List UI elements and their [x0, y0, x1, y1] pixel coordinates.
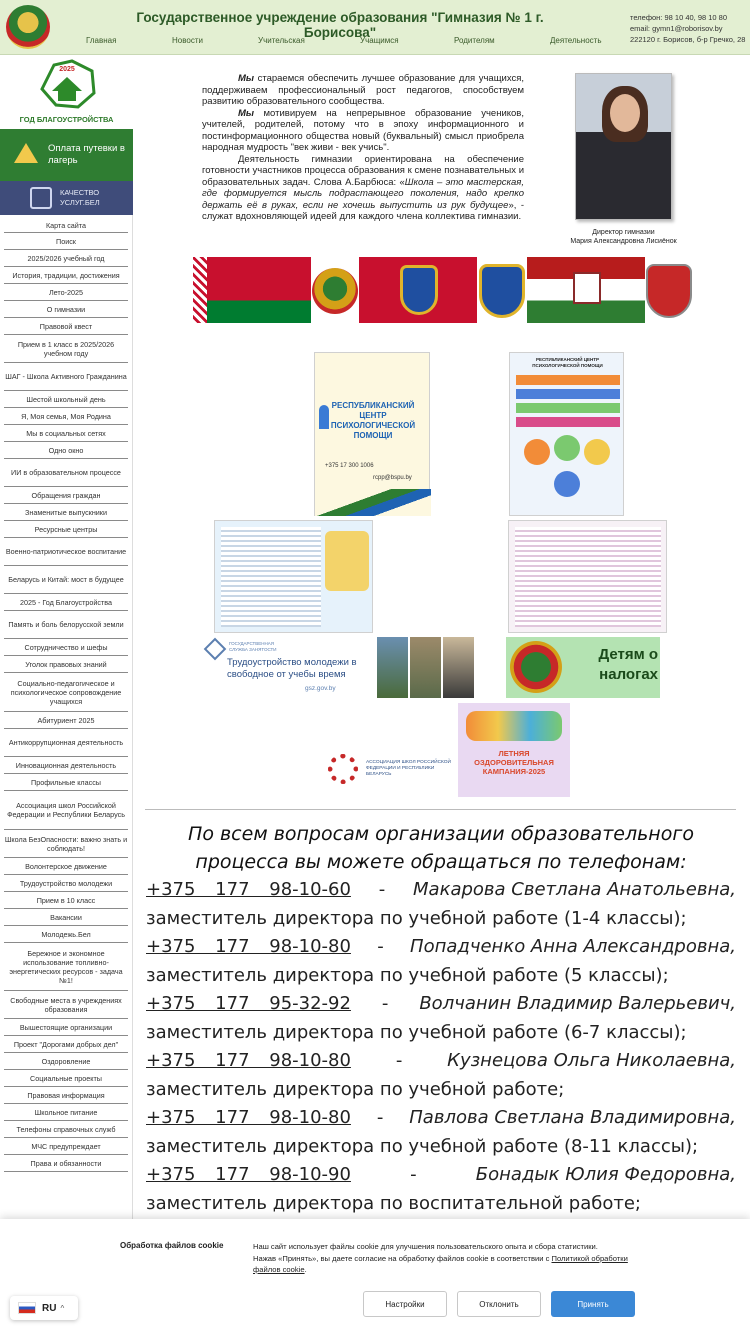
sidebar-menu-item[interactable]: Проект "Дорогами добрых дел": [4, 1036, 128, 1053]
intro-lead-1: Мы: [238, 73, 255, 84]
sidebar-menu-item[interactable]: Вакансии: [4, 909, 128, 926]
intro-text-1: стараемся обеспечить лучшее образование для учащихся, поддерживаем профессиональный рост педагогов, способствуем развитию образовательного сообщества.: [202, 73, 524, 107]
employment-title: Трудоустройство молодежи в свободное от учебы время: [227, 657, 357, 680]
sidebar-menu-item[interactable]: Шестой школьный день: [4, 391, 128, 408]
director-role: Директор гимназии: [592, 229, 655, 236]
emblem-icon: [6, 5, 50, 49]
intro-text-2: мотивируем на непрерывное образование учеников, учителей, родителей, потому что в эпоху информационного и постинформационного общества новый (буквальный) смысл приобрела народная мудрость "век живи - век учись".: [202, 107, 524, 153]
contacts-heading: По всем вопросам организации образовательного процесса вы можете обращаться по телефонам:: [188, 823, 694, 873]
sidebar-menu-item[interactable]: Оздоровление: [4, 1053, 128, 1070]
director-photo: [575, 73, 672, 220]
sidebar-menu-item[interactable]: Вышестоящие организации: [4, 1019, 128, 1036]
poster-table-lines: [515, 527, 661, 627]
contact-row: [146, 1161, 736, 1218]
schools-association-banner[interactable]: [326, 752, 456, 788]
header-address: 222120 г. Борисов, б-р Гречко, 28: [630, 35, 746, 44]
contact-separator: -: [378, 879, 386, 900]
cookie-text-end: .: [304, 1265, 307, 1274]
sidebar-menu-item[interactable]: Уголок правовых знаний: [4, 656, 128, 673]
contact-line: [146, 933, 736, 962]
cookie-text-1: Наш сайт использует файлы cookie для улучшения пользовательского опыта и сбора статистики.: [253, 1242, 598, 1251]
contacts-section: [146, 820, 736, 1218]
contact-line: [146, 990, 736, 1019]
contact-row: [146, 1047, 736, 1104]
chevron-up-icon: ^: [60, 1303, 65, 1313]
intro-paragraph-3: [202, 154, 524, 223]
summer-campaign-banner[interactable]: [458, 703, 570, 797]
sidebar-menu-item[interactable]: Профильные классы: [4, 774, 128, 791]
photo-tile: [443, 637, 474, 698]
year-logo[interactable]: [0, 55, 133, 129]
psych-help-phone: +375 17 300 1006: [325, 463, 374, 469]
sidebar-menu-item[interactable]: Сотрудничество и шефы: [4, 639, 128, 656]
sidebar-menu-item[interactable]: Военно-патриотическое воспитание: [4, 538, 128, 566]
camp-payment-banner[interactable]: [0, 129, 133, 181]
sidebar-menu-item[interactable]: Я, Моя семья, Моя Родина: [4, 408, 128, 425]
sidebar-menu-item[interactable]: Социальные проекты: [4, 1070, 128, 1087]
contact-phone-link[interactable]: +375 177 98-10-60: [146, 879, 351, 900]
year-of-improvement-logo-icon: [34, 59, 100, 111]
contact-name: Кузнецова Ольга Николаевна,: [447, 1050, 736, 1071]
nav-news[interactable]: Новости: [172, 36, 203, 45]
contact-line: [146, 1161, 736, 1190]
intro-text-3b: », - служат вдохновляющей идеей для каждого члена коллектива гимназии.: [202, 199, 525, 222]
poster-table-lines: [221, 527, 321, 627]
service-quality-label: КАЧЕСТВО УСЛУГ.БЕЛ: [60, 188, 100, 207]
sidebar-menu-item[interactable]: Инновационная деятельность: [4, 757, 128, 774]
contact-role: заместитель директора по воспитательной работе;: [146, 1192, 641, 1214]
sidebar-menu-item[interactable]: Волонтерское движение: [4, 858, 128, 875]
sidebar-menu-item[interactable]: Социально-педагогическое и психологическое сопровождение учащихся: [4, 673, 128, 712]
contacts-list: [146, 876, 736, 1218]
sidebar-menu-item[interactable]: Прием в 1 класс в 2025/2026 учебном году: [4, 335, 128, 363]
tax-badge-icon: [510, 641, 562, 693]
sidebar: [0, 55, 133, 1333]
language-switcher[interactable]: [10, 1296, 78, 1320]
intro-text: [202, 73, 524, 223]
summer-kids-illustration: [466, 711, 562, 741]
building-check-icon: [30, 187, 52, 209]
psych-help-email: rcpp@bspu.by: [373, 475, 412, 481]
cookie-title: Обработка файлов cookie: [120, 1241, 224, 1250]
sidebar-menu-item[interactable]: 2025/2026 учебный год: [4, 250, 128, 267]
belarus-flag: [193, 257, 311, 323]
minsk-coat-of-arms-icon: [479, 264, 525, 318]
info-bar: [516, 375, 620, 385]
contact-row: [146, 933, 736, 990]
language-code: RU: [42, 1302, 57, 1314]
nav-students[interactable]: Учащимся: [360, 36, 399, 45]
borisov-coat-of-arms-icon: [646, 264, 692, 318]
association-text: АССОЦИАЦИЯ ШКОЛ РОССИЙСКОЙ ФЕДЕРАЦИИ И РЕСПУБЛИКИ БЕЛАРУСЬ: [366, 760, 451, 777]
sidebar-menu-item[interactable]: Прием в 10 класс: [4, 892, 128, 909]
psych-help-poster[interactable]: [314, 352, 430, 516]
poster-swoosh: [315, 489, 431, 516]
sidebar-menu-item[interactable]: ШАГ - Школа Активного Гражданина: [4, 363, 128, 391]
contact-phone-link[interactable]: +375 177 98-10-80: [146, 936, 351, 957]
sidebar-menu-item[interactable]: Правовая информация: [4, 1087, 128, 1104]
director-name: Мария Александровна Лисиёнок: [570, 238, 677, 245]
cookie-text: [253, 1241, 633, 1276]
intro-paragraph-1: [202, 73, 524, 108]
sidebar-menu-item[interactable]: Ресурсные центры: [4, 521, 128, 538]
youth-employment-banner[interactable]: [205, 637, 377, 697]
sidebar-menu-item[interactable]: О гимназии: [4, 301, 128, 318]
employment-service-icon: [204, 638, 227, 661]
schedule-poster-1[interactable]: [214, 520, 373, 633]
contact-phone-link[interactable]: +375 177 95-32-92: [146, 993, 351, 1014]
sidebar-menu-item[interactable]: Антикоррупционная деятельность: [4, 729, 128, 757]
taxes-title: Детям о налогах: [598, 646, 658, 683]
contact-separator: -: [410, 1164, 417, 1185]
header-email[interactable]: email: gymn1@roborisov.by: [630, 24, 723, 33]
service-quality-banner[interactable]: [0, 181, 133, 215]
contact-name: Бонадык Юлия Федоровна,: [475, 1164, 736, 1185]
site-header: [0, 0, 750, 55]
psych-help-title: РЕСПУБЛИКАНСКИЙ ЦЕНТР ПСИХОЛОГИЧЕСКОЙ ПОМОЩИ: [330, 401, 416, 440]
intro-text-3a: Деятельность гимназии ориентирована на обеспечение готовности участников процесса образования к смене познавательных и образовательных задач. Слова А.Барбюса: «: [202, 153, 524, 188]
content-divider: [145, 809, 736, 810]
contact-phone-link[interactable]: +375 177 98-10-90: [146, 1164, 351, 1185]
russia-flag-icon: [18, 1302, 36, 1314]
nav-home[interactable]: Главная: [86, 36, 117, 45]
psych-help-info-title: РЕСПУБЛИКАНСКИЙ ЦЕНТР ПСИХОЛОГИЧЕСКОЙ ПОМОЩИ: [532, 357, 603, 368]
site-title: Государственное учреждение образования "Гимназия № 1 г. Борисова": [136, 10, 544, 40]
contact-role: заместитель директора по учебной работе;: [146, 1078, 565, 1100]
info-circle: [554, 435, 580, 461]
sidebar-menu-item[interactable]: ИИ в образовательном процессе: [4, 459, 128, 487]
tent-icon: [14, 143, 38, 163]
contact-row: [146, 1104, 736, 1161]
contact-role: заместитель директора по учебной работе (8-11 классы);: [146, 1135, 699, 1157]
psych-help-info-poster[interactable]: [509, 352, 624, 516]
contact-name: Павлова Светлана Владимировна,: [409, 1107, 736, 1128]
contact-separator: -: [381, 993, 389, 1014]
year-logo-caption: ГОД БЛАГОУСТРОЙСТВА: [19, 115, 114, 124]
sidebar-menu-item[interactable]: Правовой квест: [4, 318, 128, 335]
cookie-policy-link[interactable]: Политикой обработки файлов cookie: [253, 1253, 628, 1274]
sidebar-menu-item[interactable]: Знаменитые выпускники: [4, 504, 128, 521]
summer-campaign-title: ЛЕТНЯЯ ОЗДОРОВИТЕЛЬНАЯ КАМПАНИЯ-2025: [474, 749, 554, 776]
contact-row: [146, 990, 736, 1047]
info-circle: [554, 471, 580, 497]
employment-org: ГОСУДАРСТВЕННАЯ СЛУЖБА ЗАНЯТОСТИ: [229, 641, 277, 652]
sidebar-menu-item[interactable]: Школа БезОпасности: важно знать и соблюдать!: [4, 830, 128, 858]
contact-phone-link[interactable]: +375 177 98-10-80: [146, 1107, 351, 1128]
header-contacts: [630, 12, 750, 45]
contact-name: Попадченко Анна Александровна,: [410, 936, 736, 957]
sidebar-menu-item[interactable]: Свободные места в учреждениях образования: [4, 991, 128, 1019]
cookie-accept-button[interactable]: Принять: [551, 1291, 635, 1317]
info-bar: [516, 417, 620, 427]
sidebar-menu-item[interactable]: Абитуриент 2025: [4, 712, 128, 729]
sidebar-menu-item[interactable]: Память и боль белорусской земли: [4, 611, 128, 639]
contact-line: [146, 1104, 736, 1133]
sidebar-menu-item[interactable]: Карта сайта: [4, 218, 128, 233]
association-logo-icon: [328, 754, 358, 784]
sidebar-menu-item[interactable]: Бережное и экономное использование топливно-энергетических ресурсов - задача №1!: [4, 943, 128, 991]
contact-role: заместитель директора по учебной работе (6-7 классы);: [146, 1021, 687, 1043]
sidebar-menu: [4, 218, 128, 1172]
employment-url: gsz.gov.by: [305, 685, 336, 692]
info-bar: [516, 403, 620, 413]
contact-role: заместитель директора по учебной работе (1-4 классы);: [146, 907, 687, 929]
nav-teachers[interactable]: Учительская: [258, 36, 305, 45]
contact-phone-link[interactable]: +375 177 98-10-80: [146, 1050, 351, 1071]
sidebar-menu-item[interactable]: Беларусь и Китай: мост в будущее: [4, 566, 128, 594]
cookie-banner: [0, 1219, 750, 1333]
sidebar-menu-item[interactable]: Школьное питание: [4, 1104, 128, 1121]
sidebar-menu-item[interactable]: Поиск: [4, 233, 128, 250]
info-bar: [516, 389, 620, 399]
cookie-text-2: Нажав «Принять», вы даете согласие на обработку файлов cookie в соответствии с: [253, 1253, 552, 1263]
top-nav: [60, 36, 620, 50]
svg-text:2025: 2025: [59, 66, 75, 73]
contact-name: Макарова Светлана Анатольевна,: [413, 879, 736, 900]
borisov-flag-emblem-icon: [573, 272, 601, 304]
contact-separator: -: [395, 1050, 403, 1071]
contact-separator: -: [377, 936, 384, 957]
contact-role: заместитель директора по учебной работе (5 классы);: [146, 964, 669, 986]
contact-row: [146, 876, 736, 933]
schedule-poster-2[interactable]: [508, 520, 667, 633]
kids-illustration: [325, 531, 369, 591]
sidebar-menu-item[interactable]: Трудоустройство молодежи: [4, 875, 128, 892]
camp-payment-label: Оплата путевки в лагерь: [48, 143, 125, 166]
director-face: [610, 94, 640, 132]
taxes-for-kids-banner[interactable]: [506, 637, 660, 698]
sidebar-menu-item[interactable]: Мы в социальных сетях: [4, 425, 128, 442]
sidebar-menu-item[interactable]: Молодежь.Бел: [4, 926, 128, 943]
photo-tile: [377, 637, 408, 698]
sidebar-menu-item[interactable]: Одно окно: [4, 442, 128, 459]
sidebar-menu-item[interactable]: Лето-2025: [4, 284, 128, 301]
cookie-settings-button[interactable]: Настройки: [363, 1291, 447, 1317]
sidebar-menu-item[interactable]: Ассоциация школ Российской Федерации и Республики Беларусь: [4, 791, 128, 830]
info-circle: [524, 439, 550, 465]
header-phone: телефон: 98 10 40, 98 10 80: [630, 13, 728, 22]
sidebar-menu-item[interactable]: 2025 - Год Благоустройства: [4, 594, 128, 611]
sidebar-menu-item[interactable]: Права и обязанности: [4, 1155, 128, 1172]
intro-paragraph-2: [202, 108, 524, 154]
sidebar-menu-item[interactable]: МЧС предупреждает: [4, 1138, 128, 1155]
director-caption: [556, 228, 691, 246]
sidebar-menu-item[interactable]: История, традиции, достижения: [4, 267, 128, 284]
nav-parents[interactable]: Родителям: [454, 36, 495, 45]
nav-activities[interactable]: Деятельность: [550, 36, 602, 45]
employment-photos[interactable]: [377, 637, 475, 698]
belarus-coat-of-arms-icon: [312, 268, 358, 314]
info-circle: [584, 439, 610, 465]
sidebar-menu-item[interactable]: Телефоны справочных служб: [4, 1121, 128, 1138]
sidebar-menu-item[interactable]: Обращения граждан: [4, 487, 128, 504]
minsk-region-coat-icon: [400, 265, 438, 315]
photo-tile: [410, 637, 441, 698]
intro-quote: Школа – это мастерская, где формируется мысль подрастающего поколения, надо крепко держать её в руках, если не хочешь выпустить из рук будущее: [202, 176, 525, 211]
contact-separator: -: [376, 1107, 384, 1128]
contact-line: [146, 876, 736, 905]
contact-line: [146, 1047, 736, 1076]
contact-name: Волчанин Владимир Валерьевич,: [419, 993, 736, 1014]
intro-lead-2: Мы: [238, 107, 255, 119]
cookie-reject-button[interactable]: Отклонить: [457, 1291, 541, 1317]
